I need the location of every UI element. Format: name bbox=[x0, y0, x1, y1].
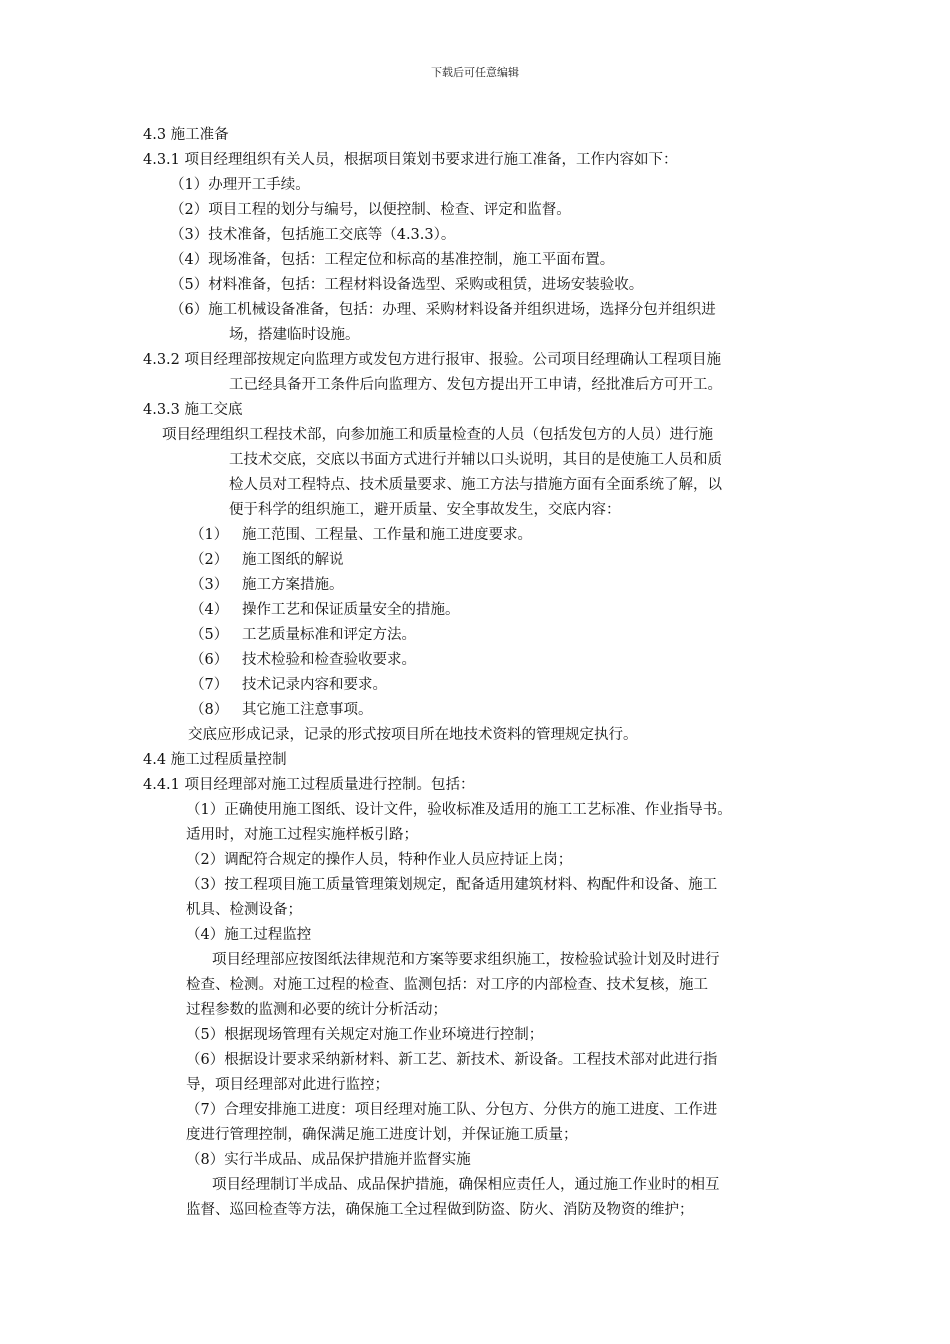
list-number: （2） bbox=[190, 552, 229, 568]
list-number: （7） bbox=[190, 677, 229, 693]
list-item bbox=[190, 598, 460, 623]
list-item: （5）材料准备，包括：工程材料设备选型、采购或租赁，进场安装验收。 bbox=[170, 277, 644, 293]
list-number: （3） bbox=[190, 577, 229, 593]
list-number: （6） bbox=[190, 652, 229, 668]
paragraph-line: （8）实行半成品、成品保护措施并监督实施 bbox=[186, 1152, 471, 1168]
list-number: （4） bbox=[190, 602, 229, 618]
list-item bbox=[190, 573, 344, 598]
paragraph-line: 机具、检测设备； bbox=[186, 902, 302, 918]
section-title-4-3: 4.3 施工准备 bbox=[143, 127, 229, 143]
subsection-title-4-3-3: 4.3.3 施工交底 bbox=[143, 402, 243, 418]
paragraph-line: 工技术交底，交底以书面方式进行并辅以口头说明，其目的是使施工人员和质 bbox=[229, 452, 722, 468]
paragraph-line: （4）施工过程监控 bbox=[186, 927, 312, 943]
paragraph-4-3-2: 4.3.2 项目经理部按规定向监理方或发包方进行报审、报验。公司项目经理确认工程项目施 bbox=[143, 352, 721, 368]
list-item bbox=[190, 673, 387, 698]
paragraph-4-4-1: 4.4.1 项目经理部对施工过程质量进行控制。包括： bbox=[143, 777, 475, 793]
list-number: （8） bbox=[190, 702, 229, 718]
paragraph-4-3-1: 4.3.1 项目经理组织有关人员，根据项目策划书要求进行施工准备，工作内容如下： bbox=[143, 152, 678, 168]
list-text: 施工方案措施。 bbox=[242, 577, 344, 593]
paragraph-line: （7）合理安排施工进度：项目经理对施工队、分包方、分供方的施工进度、工作进 bbox=[186, 1102, 718, 1118]
list-text: 施工图纸的解说 bbox=[242, 552, 344, 568]
list-item: （6）施工机械设备准备，包括：办理、采购材料设备并组织进场，选择分包并组织进 bbox=[170, 302, 716, 318]
paragraph-4-3-2-continuation: 工已经具备开工条件后向监理方、发包方提出开工申请，经批准后方可开工。 bbox=[229, 377, 722, 393]
list-text: 施工范围、工程量、工作量和施工进度要求。 bbox=[242, 527, 532, 543]
list-item bbox=[190, 523, 532, 548]
paragraph-line: 项目经理组织工程技术部，向参加施工和质量检查的人员（包括发包方的人员）进行施 bbox=[162, 427, 713, 443]
paragraph-line: （6）根据设计要求采纳新材料、新工艺、新技术、新设备。工程技术部对此进行指 bbox=[186, 1052, 718, 1068]
section-title-4-4: 4.4 施工过程质量控制 bbox=[143, 752, 287, 768]
list-text: 工艺质量标准和评定方法。 bbox=[242, 627, 416, 643]
paragraph-line: 度进行管理控制，确保满足施工进度计划，并保证施工质量； bbox=[186, 1127, 578, 1143]
jiaodi-note: 交底应形成记录，记录的形式按项目所在地技术资料的管理规定执行。 bbox=[188, 727, 638, 743]
paragraph-line: 监督、巡回检查等方法，确保施工全过程做到防盗、防火、消防及物资的维护； bbox=[186, 1202, 694, 1218]
list-text: 技术检验和检查验收要求。 bbox=[242, 652, 416, 668]
list-item: （2）项目工程的划分与编号，以便控制、检查、评定和监督。 bbox=[170, 202, 571, 218]
page-header: 下载后可任意编辑 bbox=[431, 66, 519, 79]
list-item-continuation: 场，搭建临时设施。 bbox=[229, 327, 360, 343]
paragraph-line: 便于科学的组织施工，避开质量、安全事故发生，交底内容： bbox=[229, 502, 621, 518]
paragraph-line: （3）按工程项目施工质量管理策划规定，配备适用建筑材料、构配件和设备、施工 bbox=[186, 877, 718, 893]
list-number: （1） bbox=[190, 527, 229, 543]
paragraph-line: （2）调配符合规定的操作人员，特种作业人员应持证上岗； bbox=[186, 852, 573, 868]
list-text: 操作工艺和保证质量安全的措施。 bbox=[242, 602, 460, 618]
paragraph-line: 检查、检测。对施工过程的检查、监测包括：对工序的内部检查、技术复核，施工 bbox=[186, 977, 708, 993]
list-item: （3）技术准备，包括施工交底等（4.3.3）。 bbox=[170, 227, 456, 243]
paragraph-line: 过程参数的监测和必要的统计分析活动； bbox=[186, 1002, 447, 1018]
paragraph-line: 项目经理制订半成品、成品保护措施，确保相应责任人，通过施工作业时的相互 bbox=[212, 1177, 720, 1193]
list-number: （5） bbox=[190, 627, 229, 643]
paragraph-line: 检人员对工程特点、技术质量要求、施工方法与措施方面有全面系统了解，以 bbox=[229, 477, 722, 493]
paragraph-line: 项目经理部应按图纸法律规范和方案等要求组织施工，按检验试验计划及时进行 bbox=[212, 952, 720, 968]
paragraph-line: （5）根据现场管理有关规定对施工作业环境进行控制； bbox=[186, 1027, 544, 1043]
list-item bbox=[190, 623, 416, 648]
list-item bbox=[190, 548, 344, 573]
paragraph-line: 导，项目经理部对此进行监控； bbox=[186, 1077, 389, 1093]
paragraph-line: 适用时，对施工过程实施样板引路； bbox=[186, 827, 418, 843]
list-item bbox=[190, 648, 416, 673]
paragraph-line: （1）正确使用施工图纸、设计文件，验收标准及适用的施工工艺标准、作业指导书。 bbox=[186, 802, 732, 818]
list-text: 技术记录内容和要求。 bbox=[242, 677, 387, 693]
list-item: （1）办理开工手续。 bbox=[170, 177, 310, 193]
list-item bbox=[190, 698, 373, 723]
list-text: 其它施工注意事项。 bbox=[242, 702, 373, 718]
list-item: （4）现场准备，包括：工程定位和标高的基准控制，施工平面布置。 bbox=[170, 252, 615, 268]
